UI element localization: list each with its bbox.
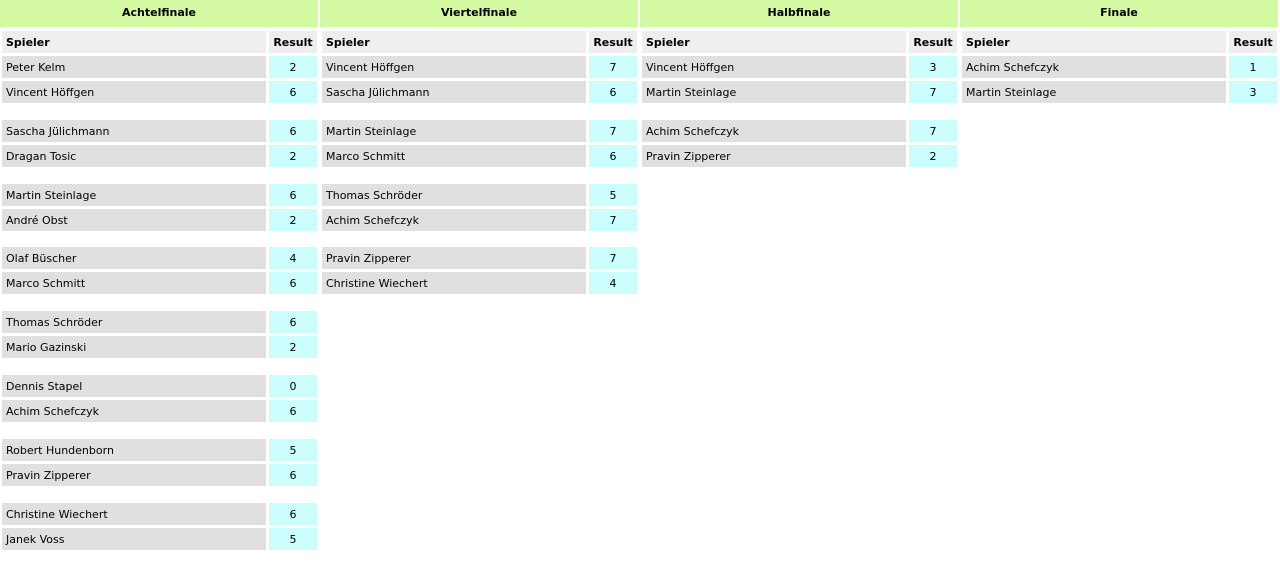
round-finale — [960, 0, 1278, 106]
player-result: 7 — [589, 120, 637, 142]
player-result: 6 — [589, 145, 637, 167]
player-result: 6 — [269, 400, 317, 422]
player-result: 2 — [269, 209, 317, 231]
column-header-result: Result — [589, 31, 637, 53]
player-result: 4 — [269, 247, 317, 269]
player-result: 3 — [909, 56, 957, 78]
player-result: 6 — [269, 120, 317, 142]
player-result: 5 — [269, 439, 317, 461]
player-result: 7 — [909, 81, 957, 103]
player-name: Achim Schefczyk — [642, 120, 906, 142]
player-name: Pravin Zipperer — [642, 145, 906, 167]
player-name: Vincent Höffgen — [322, 56, 586, 78]
player-name: Martin Steinlage — [322, 120, 586, 142]
player-name: Thomas Schröder — [322, 184, 586, 206]
player-name: André Obst — [2, 209, 266, 231]
round-title: Achtelfinale — [0, 0, 318, 27]
player-result: 2 — [909, 145, 957, 167]
player-name: Thomas Schröder — [2, 311, 266, 333]
player-name: Dragan Tosic — [2, 145, 266, 167]
column-header-player: Spieler — [962, 31, 1226, 53]
player-name: Martin Steinlage — [642, 81, 906, 103]
player-result: 6 — [269, 311, 317, 333]
column-header-player: Spieler — [642, 31, 906, 53]
player-name: Janek Voss — [2, 528, 266, 550]
player-result: 6 — [589, 81, 637, 103]
round-achtelfinale — [0, 0, 318, 569]
player-result: 2 — [269, 56, 317, 78]
player-name: Achim Schefczyk — [962, 56, 1226, 78]
player-name: Marco Schmitt — [2, 272, 266, 294]
player-result: 2 — [269, 336, 317, 358]
player-result: 5 — [269, 528, 317, 550]
player-result: 6 — [269, 503, 317, 525]
player-name: Martin Steinlage — [2, 184, 266, 206]
player-name: Sascha Jülichmann — [322, 81, 586, 103]
player-name: Christine Wiechert — [2, 503, 266, 525]
player-result: 2 — [269, 145, 317, 167]
column-header-result: Result — [269, 31, 317, 53]
player-name: Peter Kelm — [2, 56, 266, 78]
player-result: 6 — [269, 184, 317, 206]
player-name: Mario Gazinski — [2, 336, 266, 358]
round-title: Finale — [960, 0, 1278, 27]
player-name: Robert Hundenborn — [2, 439, 266, 461]
player-result: 7 — [909, 120, 957, 142]
player-name: Christine Wiechert — [322, 272, 586, 294]
player-name: Vincent Höffgen — [2, 81, 266, 103]
player-name: Dennis Stapel — [2, 375, 266, 397]
player-result: 3 — [1229, 81, 1277, 103]
column-header-result: Result — [909, 31, 957, 53]
column-header-result: Result — [1229, 31, 1277, 53]
player-result: 1 — [1229, 56, 1277, 78]
player-result: 7 — [589, 247, 637, 269]
player-result: 7 — [589, 209, 637, 231]
column-header-player: Spieler — [2, 31, 266, 53]
column-header-player: Spieler — [322, 31, 586, 53]
player-name: Achim Schefczyk — [2, 400, 266, 422]
player-name: Pravin Zipperer — [322, 247, 586, 269]
player-name: Achim Schefczyk — [322, 209, 586, 231]
round-viertelfinale — [320, 0, 638, 300]
player-result: 0 — [269, 375, 317, 397]
round-title: Viertelfinale — [320, 0, 638, 27]
player-name: Sascha Jülichmann — [2, 120, 266, 142]
player-name: Marco Schmitt — [322, 145, 586, 167]
player-name: Vincent Höffgen — [642, 56, 906, 78]
player-result: 4 — [589, 272, 637, 294]
player-name: Pravin Zipperer — [2, 464, 266, 486]
player-result: 6 — [269, 464, 317, 486]
player-name: Olaf Büscher — [2, 247, 266, 269]
player-result: 5 — [589, 184, 637, 206]
round-title: Halbfinale — [640, 0, 958, 27]
player-name: Martin Steinlage — [962, 81, 1226, 103]
round-halbfinale — [640, 0, 958, 170]
player-result: 7 — [589, 56, 637, 78]
player-result: 6 — [269, 81, 317, 103]
player-result: 6 — [269, 272, 317, 294]
